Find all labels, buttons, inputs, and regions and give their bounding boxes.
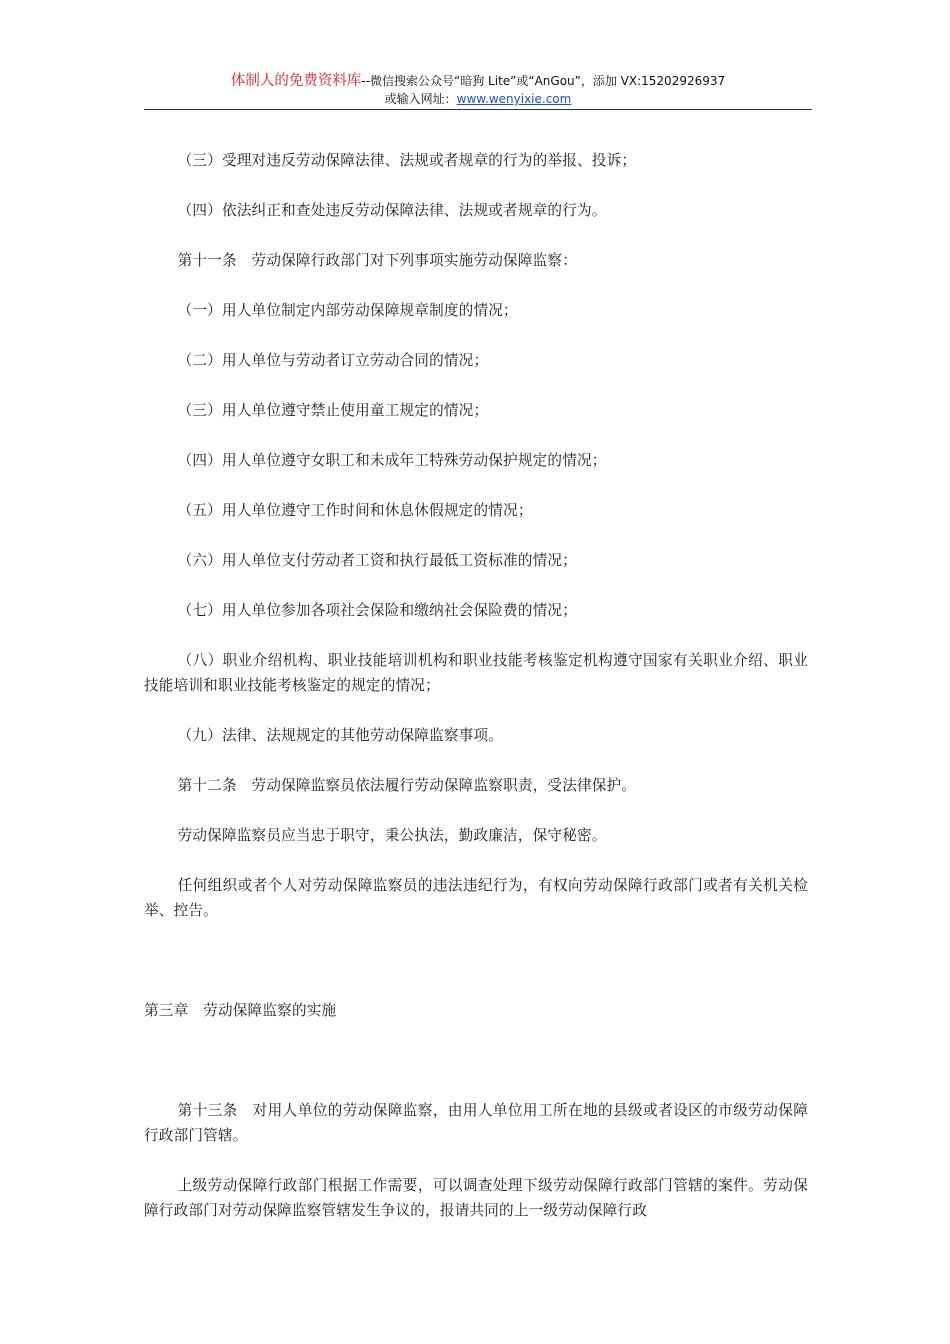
blank-space — [144, 948, 808, 998]
header-info: --微信搜索公众号“暗狗 Lite”或“AnGou”，添加 VX:15202926937 — [361, 74, 726, 88]
article-12: 第十二条 劳动保障监察员依法履行劳动保障监察职责，受法律保护。 — [177, 777, 637, 794]
article-11-item-8: （八）职业介绍机构、职业技能培训机构和职业技能考核鉴定机构遵守国家有关职业介绍、职业技能培训和职业技能考核鉴定的规定的情况； — [144, 652, 808, 694]
page-header — [144, 72, 812, 108]
url-label: 或输入网址： — [384, 92, 457, 106]
header-line-2 — [144, 90, 812, 108]
article-11-item-9: （九）法律、法规规定的其他劳动保障监察事项。 — [177, 727, 504, 744]
article-11-item-6: （六）用人单位支付劳动者工资和执行最低工资标准的情况； — [177, 552, 578, 569]
website-link[interactable]: www.wenyixie.com — [456, 92, 572, 106]
chapter-title: 第三章 劳动保障监察的实施 — [144, 1002, 337, 1019]
article-13-para-2: 上级劳动保障行政部门根据工作需要，可以调查处理下级劳动保障行政部门管辖的案件。劳动保障行政部门对劳动保障监察管辖发生争议的，报请共同的上一级劳动保障行政 — [144, 1177, 808, 1219]
blank-space — [144, 1048, 808, 1098]
article-13: 第十三条 对用人单位的劳动保障监察，由用人单位用工所在地的县级或者设区的市级劳动保障行政部门管辖。 — [144, 1102, 808, 1144]
header-divider — [144, 109, 812, 110]
paragraph-item-3: （三）受理对违反劳动保障法律、法规或者规章的行为的举报、投诉； — [177, 152, 637, 169]
brand-title: 体制人的免费资料库 — [230, 73, 362, 89]
article-11: 第十一条 劳动保障行政部门对下列事项实施劳动保障监察： — [177, 252, 578, 269]
article-12-para-2: 劳动保障监察员应当忠于职守，秉公执法，勤政廉洁，保守秘密。 — [177, 827, 607, 844]
document-body — [144, 148, 808, 1248]
article-11-item-2: （二）用人单位与劳动者订立劳动合同的情况； — [177, 352, 489, 369]
article-11-item-5: （五）用人单位遵守工作时间和休息休假规定的情况； — [177, 502, 533, 519]
header-line-1 — [144, 72, 812, 90]
article-11-item-4: （四）用人单位遵守女职工和未成年工特殊劳动保护规定的情况； — [177, 452, 607, 469]
article-11-item-7: （七）用人单位参加各项社会保险和缴纳社会保险费的情况； — [177, 602, 578, 619]
article-11-item-3: （三）用人单位遵守禁止使用童工规定的情况； — [177, 402, 489, 419]
article-12-para-3: 任何组织或者个人对劳动保障监察员的违法违纪行为，有权向劳动保障行政部门或者有关机关检举、控告。 — [144, 877, 808, 919]
paragraph-item-4: （四）依法纠正和查处违反劳动保障法律、法规或者规章的行为。 — [177, 202, 607, 219]
article-11-item-1: （一）用人单位制定内部劳动保障规章制度的情况； — [177, 302, 518, 319]
